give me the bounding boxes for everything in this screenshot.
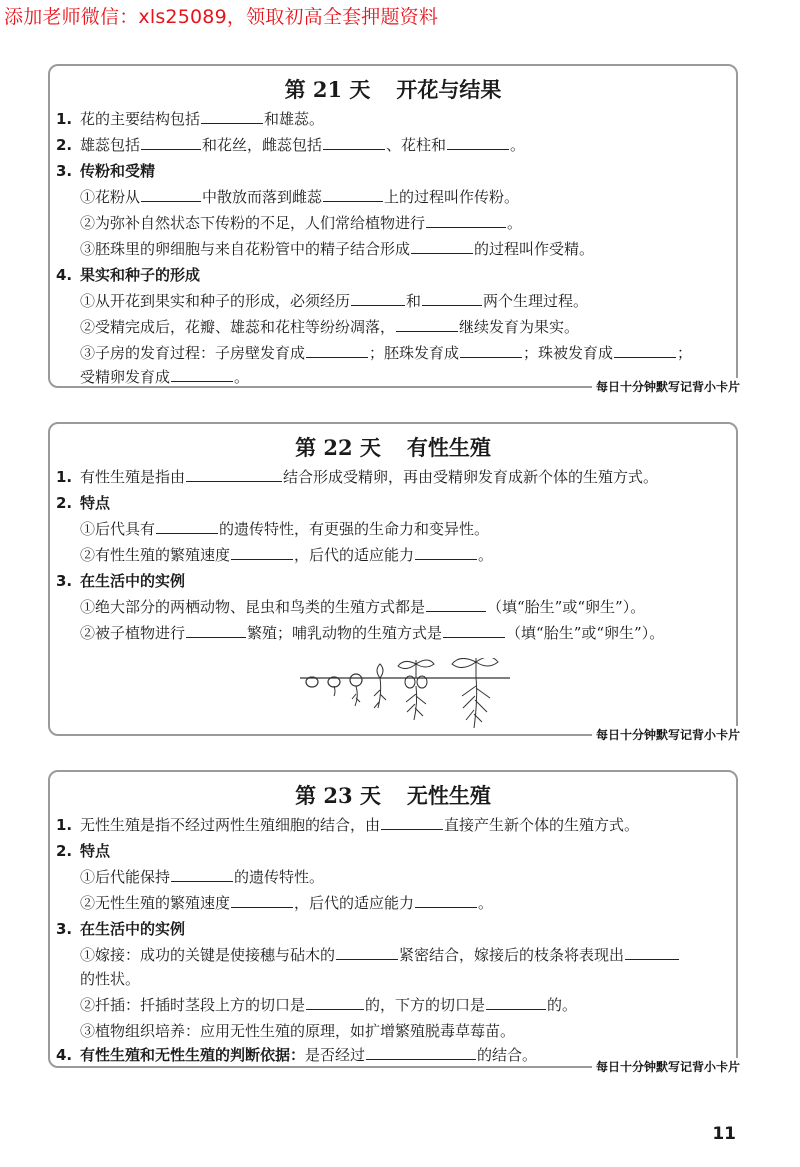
fill-blank[interactable]: [422, 290, 482, 306]
root-icon: [374, 678, 386, 708]
item-number: 2.: [56, 494, 73, 512]
sub-item: [80, 944, 730, 965]
cotyledon-icon: [377, 664, 383, 678]
card-title: [50, 432, 736, 462]
day-title: 开花与结果: [396, 77, 502, 102]
card-title: [50, 780, 736, 810]
text: 花的主要结构包括: [80, 110, 201, 128]
card-day-22: [48, 422, 740, 742]
fill-blank[interactable]: [411, 238, 473, 254]
item-1: [56, 108, 730, 129]
day-title: 无性生殖: [406, 783, 491, 808]
text: 、花柱和: [386, 136, 447, 154]
card-footer-label: 每日十分钟默写记背小卡片: [592, 726, 742, 743]
text: 继续发育为果实。: [459, 318, 580, 336]
text: ①绝大部分的两栖动物、昆虫和鸟类的生殖方式都是: [80, 598, 426, 616]
fill-blank[interactable]: [323, 186, 383, 202]
fill-blank[interactable]: [306, 342, 368, 358]
text: ，后代的适应能力: [294, 546, 415, 564]
text: ③子房的发育过程：子房壁发育成: [80, 344, 306, 362]
sub-item: [80, 622, 730, 643]
sub-item: [80, 518, 730, 539]
text: ①花粉从: [80, 188, 141, 206]
section-heading: 特点: [80, 494, 111, 512]
text: 中散放而落到雌蕊: [202, 188, 323, 206]
sub-item: [80, 994, 730, 1015]
text: 的。: [547, 996, 578, 1014]
fill-blank[interactable]: [351, 290, 405, 306]
fill-blank[interactable]: [231, 544, 293, 560]
text: ②无性生殖的繁殖速度: [80, 894, 231, 912]
text: ①后代具有: [80, 520, 156, 538]
fill-blank[interactable]: [614, 342, 676, 358]
item-1: [56, 814, 730, 835]
sub-item: [80, 892, 730, 913]
item-number: 1.: [56, 816, 73, 834]
sub-item: [80, 342, 730, 363]
text: 和雄蕊。: [264, 110, 325, 128]
text: ①后代能保持: [80, 868, 171, 886]
text: 两个生理过程。: [483, 292, 589, 310]
item-number: 1.: [56, 468, 73, 486]
item-number: 3.: [56, 162, 73, 180]
text: 和: [406, 292, 422, 310]
sub-item: [80, 212, 730, 233]
watermark-header: 添加老师微信：xls25089，领取初高全套押题资料: [4, 6, 439, 28]
fill-blank[interactable]: [625, 944, 679, 960]
item-number: 3.: [56, 920, 73, 938]
text: 受精卵发育成: [80, 368, 171, 386]
text: ，后代的适应能力: [294, 894, 415, 912]
root-icon: [462, 678, 490, 728]
sub-item: [80, 316, 730, 337]
item-3: [56, 160, 730, 181]
text: ；胚珠发育成: [369, 344, 460, 362]
fill-blank[interactable]: [366, 1044, 476, 1060]
seed-germination-illustration: [300, 658, 560, 730]
text: ②为弥补自然状态下传粉的不足，人们常给植物进行: [80, 214, 426, 232]
item-number: 4.: [56, 266, 73, 284]
item-1: [56, 466, 730, 487]
fill-blank[interactable]: [231, 892, 293, 908]
text: 的遗传特性，有更强的生命力和变异性。: [219, 520, 490, 538]
seed-icon: [350, 674, 362, 686]
text: 的遗传特性。: [234, 868, 325, 886]
text: 是否经过: [305, 1046, 366, 1064]
fill-blank[interactable]: [201, 108, 263, 124]
text: ②有性生殖的繁殖速度: [80, 546, 231, 564]
fill-blank[interactable]: [141, 186, 201, 202]
text: 结合形成受精卵，再由受精卵发育成新个体的生殖方式。: [283, 468, 659, 486]
card-footer-label: 每日十分钟默写记背小卡片: [592, 378, 742, 395]
day-number: 第 23 天: [295, 783, 381, 808]
fill-blank[interactable]: [447, 134, 509, 150]
text: 无性生殖是指不经过两性生殖细胞的结合，由: [80, 816, 381, 834]
text: ；: [677, 344, 693, 362]
fill-blank[interactable]: [415, 892, 477, 908]
text: 。: [510, 136, 526, 154]
text: 直接产生新个体的生殖方式。: [444, 816, 640, 834]
item-2: [56, 492, 730, 513]
sub-item: [80, 596, 730, 617]
text: ②被子植物进行: [80, 624, 186, 642]
page-number: 11: [712, 1124, 736, 1144]
text: 。: [507, 214, 523, 232]
fill-blank[interactable]: [396, 316, 458, 332]
fill-blank[interactable]: [415, 544, 477, 560]
text: ②扦插：扦插时茎段上方的切口是: [80, 996, 306, 1014]
root-icon: [352, 686, 360, 706]
text: （填“胎生”或“卵生”）。: [487, 598, 646, 616]
section-heading: 果实和种子的形成: [80, 266, 201, 284]
text: 的，下方的切口是: [365, 996, 486, 1014]
item-number: 3.: [56, 572, 73, 590]
text: ②受精完成后，花瓣、雄蕊和花柱等纷纷凋落，: [80, 318, 396, 336]
item-3: [56, 570, 730, 591]
sub-item: [80, 866, 730, 887]
text: 的性状。: [80, 970, 141, 988]
section-heading: 特点: [80, 842, 111, 860]
item-number: 4.: [56, 1046, 73, 1064]
item-number: 2.: [56, 842, 73, 860]
text: ③植物组织培养：应用无性生殖的原理，如扩增繁殖脱毒草莓苗。: [80, 1022, 516, 1040]
text: ③胚珠里的卵细胞与来自花粉管中的精子结合形成: [80, 240, 411, 258]
fill-blank[interactable]: [323, 134, 385, 150]
sub-item: [80, 544, 730, 565]
card-footer-label: 每日十分钟默写记背小卡片: [592, 1058, 742, 1075]
fill-blank[interactable]: [171, 366, 233, 382]
sub-item: [80, 186, 730, 207]
fill-blank[interactable]: [426, 212, 506, 228]
fill-blank[interactable]: [426, 596, 486, 612]
text: 紧密结合，嫁接后的枝条将表现出: [399, 946, 625, 964]
day-title: 有性生殖: [406, 435, 491, 460]
fill-blank[interactable]: [306, 994, 364, 1010]
seedling-icon: [398, 660, 434, 678]
item-2: [56, 134, 730, 155]
item-3: [56, 918, 730, 939]
sub-item: [80, 290, 730, 311]
text: ①从开花到果实和种子的形成，必须经历: [80, 292, 351, 310]
fill-blank[interactable]: [156, 518, 218, 534]
card-day-23: [48, 770, 740, 1074]
text: ；珠被发育成: [523, 344, 614, 362]
sub-item: [80, 968, 730, 989]
section-heading: 在生活中的实例: [80, 920, 186, 938]
fill-blank[interactable]: [336, 944, 398, 960]
fill-blank[interactable]: [460, 342, 522, 358]
text: 雄蕊包括: [80, 136, 141, 154]
item-number: 2.: [56, 136, 73, 154]
section-heading: 有性生殖和无性生殖的判断依据：: [80, 1046, 306, 1064]
text: 。: [234, 368, 250, 386]
item-2: [56, 840, 730, 861]
root-icon: [334, 686, 335, 696]
text: 上的过程叫作传粉。: [384, 188, 520, 206]
fill-blank[interactable]: [186, 622, 246, 638]
root-icon: [406, 686, 426, 720]
text: 和花丝，雌蕊包括: [202, 136, 323, 154]
seedling-icon: [452, 658, 498, 678]
text: ①嫁接：成功的关键是使接穗与砧木的: [80, 946, 336, 964]
day-number: 第 21 天: [284, 77, 371, 102]
item-4: [56, 264, 730, 285]
text: （填“胎生”或“卵生”）。: [506, 624, 665, 642]
sub-item: [80, 1020, 730, 1041]
card-day-21: [48, 64, 740, 394]
section-heading: 传粉和受精: [80, 162, 156, 180]
text: 有性生殖是指由: [80, 468, 186, 486]
fill-blank[interactable]: [186, 466, 282, 482]
fill-blank[interactable]: [443, 622, 505, 638]
text: 的过程叫作受精。: [474, 240, 595, 258]
text: 的结合。: [477, 1046, 538, 1064]
sub-item: [80, 238, 730, 259]
text: 。: [478, 546, 494, 564]
text: 。: [478, 894, 494, 912]
fill-blank[interactable]: [171, 866, 233, 882]
section-heading: 在生活中的实例: [80, 572, 186, 590]
item-number: 1.: [56, 110, 73, 128]
day-number: 第 22 天: [295, 435, 381, 460]
fill-blank[interactable]: [486, 994, 546, 1010]
text: 繁殖；哺乳动物的生殖方式是: [247, 624, 443, 642]
fill-blank[interactable]: [141, 134, 201, 150]
card-title: [50, 74, 736, 104]
fill-blank[interactable]: [381, 814, 443, 830]
